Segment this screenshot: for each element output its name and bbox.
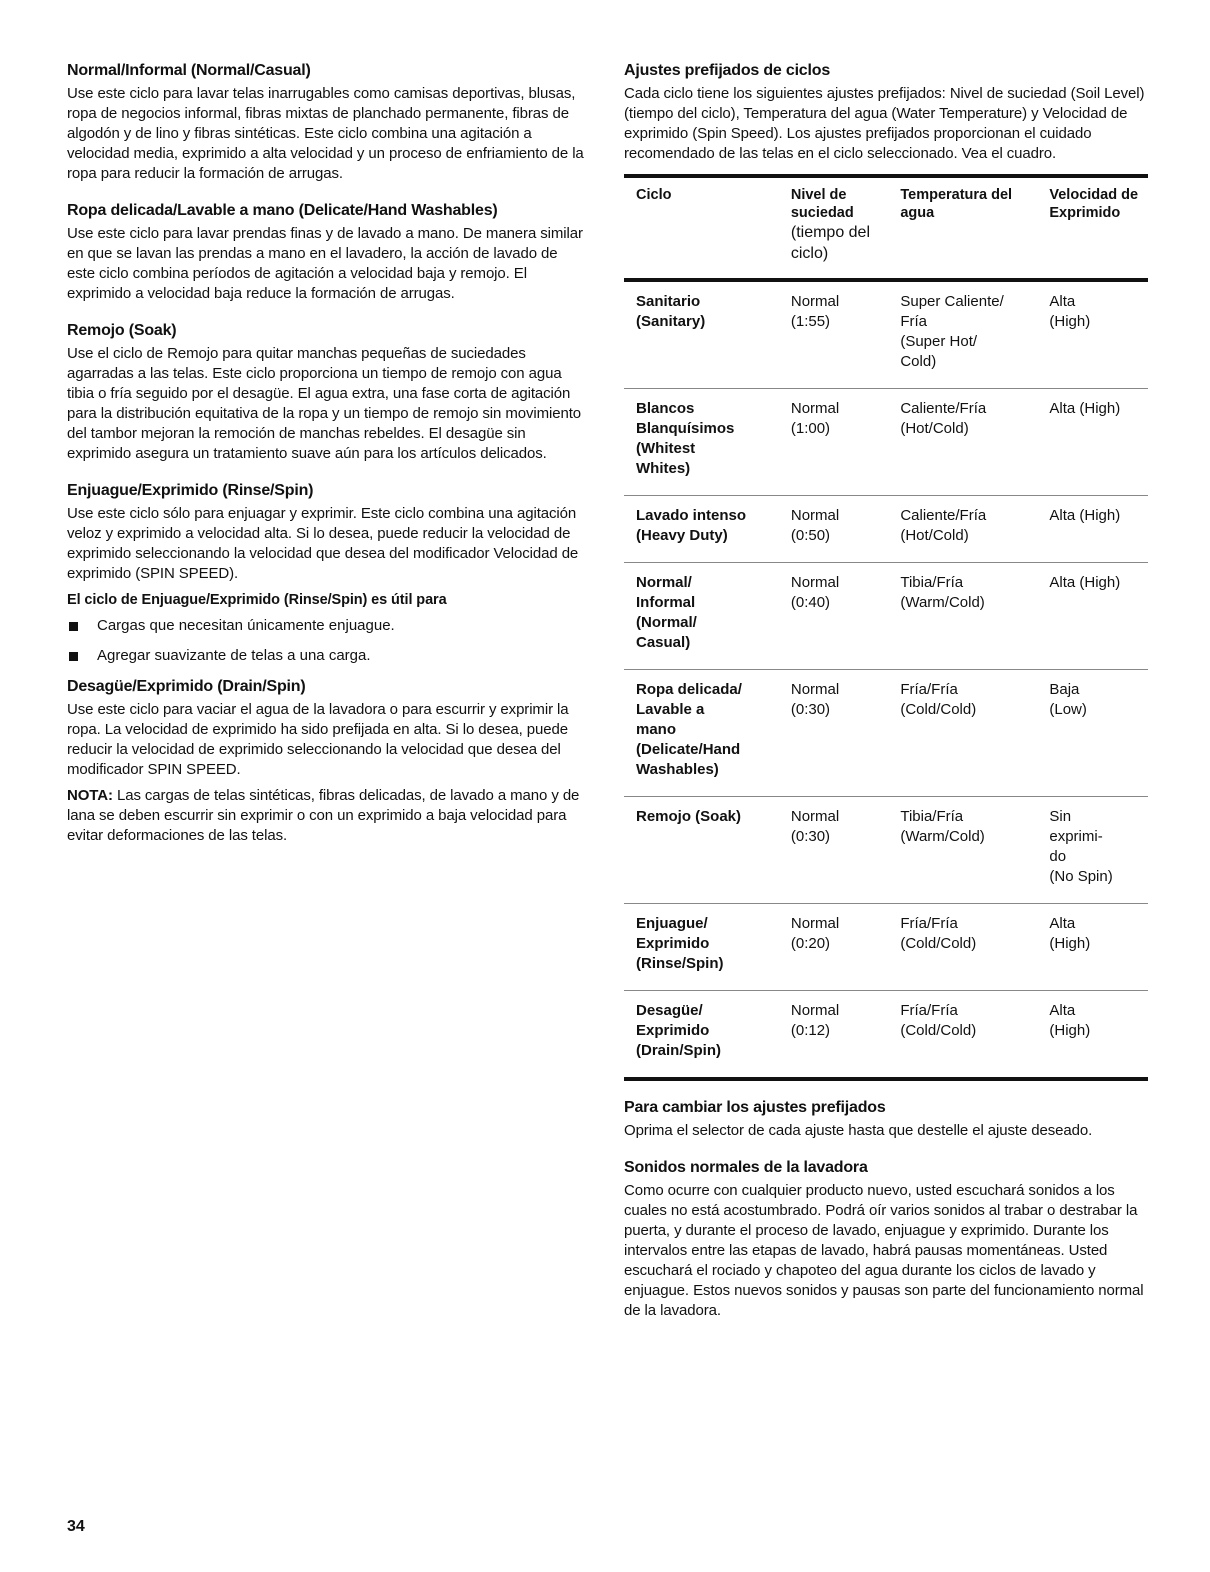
right-column	[624, 60, 1148, 1337]
heading-drain: Desagüe/Exprimido (Drain/Spin)	[67, 678, 306, 695]
table-row	[624, 496, 1148, 563]
cell-spin: Alta (High)	[1037, 280, 1148, 389]
heading-sounds: Sonidos normales de la lavadora	[624, 1159, 868, 1176]
body-change: Oprima el selector de cada ajuste hasta que destelle el ajuste deseado.	[624, 1122, 1093, 1139]
cell-temp: Caliente/Fría (Hot/Cold)	[888, 496, 1037, 563]
cell-spin: Alta (High)	[1037, 563, 1148, 670]
heading-rinse: Enjuague/Exprimido (Rinse/Spin)	[67, 482, 314, 499]
table-row	[624, 904, 1148, 991]
cell-spin: Alta (High)	[1037, 389, 1148, 496]
rinse-bullet-list	[67, 616, 589, 666]
cell-cycle: Blancos Blanquísimos (Whitest Whites)	[624, 389, 779, 496]
note-text: Las cargas de telas sintéticas, fibras delicadas, de lavado a mano y de lana se deben escurrir sin exprimir o con un exprimido a baja velocidad para evitar deformaciones de las telas.	[67, 787, 580, 844]
section-soak	[67, 320, 589, 464]
cell-cycle: Enjuague/ Exprimido (Rinse/Spin)	[624, 904, 779, 991]
cell-soil: Normal (1:55)	[779, 280, 888, 389]
cell-cycle: Desagüe/ Exprimido (Drain/Spin)	[636, 1002, 721, 1059]
heading-delicate: Ropa delicada/Lavable a mano (Delicate/Hand Washables)	[67, 202, 498, 219]
body-rinse: Use este ciclo sólo para enjuagar y exprimir. Este ciclo combina una agitación veloz y exprimido a velocidad alta. Si lo desea, puede reducir la velocidad de exprimido seleccionando la velocidad que desea del modificador Velocidad de exprimido (SPIN SPEED).	[67, 505, 579, 582]
cell-spin: Baja (Low)	[1037, 670, 1148, 797]
table-row	[624, 280, 1148, 389]
header-spin: Velocidad de Exprimido	[1037, 176, 1148, 280]
cell-cycle: Normal/ Informal (Normal/ Casual)	[624, 563, 779, 670]
cell-soil: Normal (0:12)	[790, 1002, 840, 1039]
cell-temp: Fría/Fría (Cold/Cold)	[900, 1002, 977, 1039]
header-soil: Nivel de suciedad (tiempo del ciclo)	[779, 176, 888, 280]
section-sounds	[624, 1157, 1148, 1321]
heading-soak: Remojo (Soak)	[67, 322, 177, 339]
cell-cycle: Sanitario (Sanitary)	[624, 280, 779, 389]
cell-spin: Alta (High)	[1049, 1002, 1091, 1039]
cell-spin: Alta (High)	[1037, 496, 1148, 563]
table-header-row	[624, 176, 1148, 280]
cell-soil: Normal (0:40)	[779, 563, 888, 670]
table-row	[624, 797, 1148, 904]
cell-temp: Fría/Fría (Cold/Cold)	[888, 670, 1037, 797]
bullet-square-icon	[69, 652, 78, 661]
section-normal	[67, 60, 589, 184]
bullet-square-icon	[69, 622, 78, 631]
body-presets: Cada ciclo tiene los siguientes ajustes prefijados: Nivel de suciedad (Soil Level) (tiempo del ciclo), Temperatura del agua (Water Temperature) y Velocidad de exprimido (Spin Speed). Los ajustes prefijados proporcionan el cuidado recomendado de las telas en el ciclo seleccionado. Vea el cuadro.	[624, 85, 1145, 162]
section-presets	[624, 60, 1148, 164]
cell-temp: Tibia/Fría (Warm/Cold)	[888, 797, 1037, 904]
section-change	[624, 1097, 1148, 1141]
body-delicate: Use este ciclo para lavar prendas finas y de lavado a mano. De manera similar en que se lavan las prendas a mano en el lavadero, la acción de lavado de este ciclo combina períodos de agitación a velocidad baja y remojo. El exprimido a velocidad baja reduce la formación de arrugas.	[67, 225, 583, 302]
cell-temp: Super Caliente/ Fría (Super Hot/ Cold)	[888, 280, 1037, 389]
cell-spin: Sin exprimi- do (No Spin)	[1037, 797, 1148, 904]
body-sounds: Como ocurre con cualquier producto nuevo, usted escuchará sonidos a los cuales no está acostumbrado. Podrá oír varios sonidos al trabar o destrabar la puerta, y durante el proceso de lavado, enjuague y exprimido. Durante los intervalos entre las etapas de lavado, habrá pausas momentáneas. Usted escuchará el rociado y chapoteo del agua durante los ciclos de lavado y enjuague. Estos nuevos sonidos y pausas son parte del funcionamiento normal de la lavadora.	[624, 1182, 1144, 1319]
cell-cycle: Ropa delicada/ Lavable a mano (Delicate/Hand Washables)	[624, 670, 779, 797]
section-drain	[67, 676, 589, 846]
cell-soil: Normal (1:00)	[779, 389, 888, 496]
left-column	[67, 60, 589, 862]
header-cycle: Ciclo	[624, 176, 779, 280]
section-rinse	[67, 480, 589, 666]
cell-spin: Alta (High)	[1037, 904, 1148, 991]
rinse-useful-label: El ciclo de Enjuague/Exprimido (Rinse/Spin) es útil para	[67, 592, 447, 608]
body-soak: Use el ciclo de Remojo para quitar manchas pequeñas de suciedades agarradas a las telas. Este ciclo proporciona un tiempo de remojo con agua tibia o fría seguido por el desagüe. El agua extra, una fase corta de agitación para la distribución equitativa de la ropa y un tiempo de remojo sin movimiento del tambor mejoran la remoción de manchas rebeldes. El desagüe sin exprimido asegura un tratamiento suave aún para los artículos delicados.	[67, 345, 582, 462]
section-delicate	[67, 200, 589, 304]
table-body	[624, 280, 1148, 1079]
drain-note	[67, 786, 589, 846]
cell-temp: Fría/Fría (Cold/Cold)	[888, 904, 1037, 991]
cell-soil: Normal (0:50)	[779, 496, 888, 563]
cell-soil: Normal (0:20)	[779, 904, 888, 991]
cell-soil: Normal (0:30)	[779, 797, 888, 904]
list-item: Agregar suavizante de telas a una carga.	[67, 646, 589, 666]
cell-cycle: Remojo (Soak)	[624, 797, 779, 904]
cell-soil: Normal (0:30)	[779, 670, 888, 797]
cell-temp: Tibia/Fría (Warm/Cold)	[888, 563, 1037, 670]
cell-cycle: Lavado intenso (Heavy Duty)	[624, 496, 779, 563]
heading-presets: Ajustes prefijados de ciclos	[624, 62, 831, 79]
heading-normal: Normal/Informal (Normal/Casual)	[67, 62, 311, 79]
table-row	[624, 563, 1148, 670]
body-normal: Use este ciclo para lavar telas inarrugables como camisas deportivas, blusas, ropa de negocios informal, fibras mixtas de planchado permanente, fibras de algodón y de lino y fibras sintéticas. Este ciclo combina una agitación a velocidad media, exprimido a alta velocidad y un proceso de enfriamiento de la ropa para reducir la formación de arrugas.	[67, 85, 584, 182]
table-row	[624, 991, 1148, 1080]
list-item: Cargas que necesitan únicamente enjuague.	[67, 616, 589, 636]
table-row	[624, 389, 1148, 496]
page-number: 34	[67, 1518, 85, 1535]
table-row	[624, 670, 1148, 797]
cycle-settings-table	[624, 174, 1148, 1081]
body-drain: Use este ciclo para vaciar el agua de la lavadora o para escurrir y exprimir la ropa. La velocidad de exprimido ha sido prefijada en alta. Si lo desea, puede reducir la velocidad de exprimido seleccionando la velocidad que desea del modificador SPIN SPEED.	[67, 701, 569, 778]
cell-temp: Caliente/Fría (Hot/Cold)	[888, 389, 1037, 496]
header-temp: Temperatura del agua	[888, 176, 1037, 280]
heading-change: Para cambiar los ajustes prefijados	[624, 1099, 886, 1116]
note-label: NOTA:	[67, 787, 113, 804]
